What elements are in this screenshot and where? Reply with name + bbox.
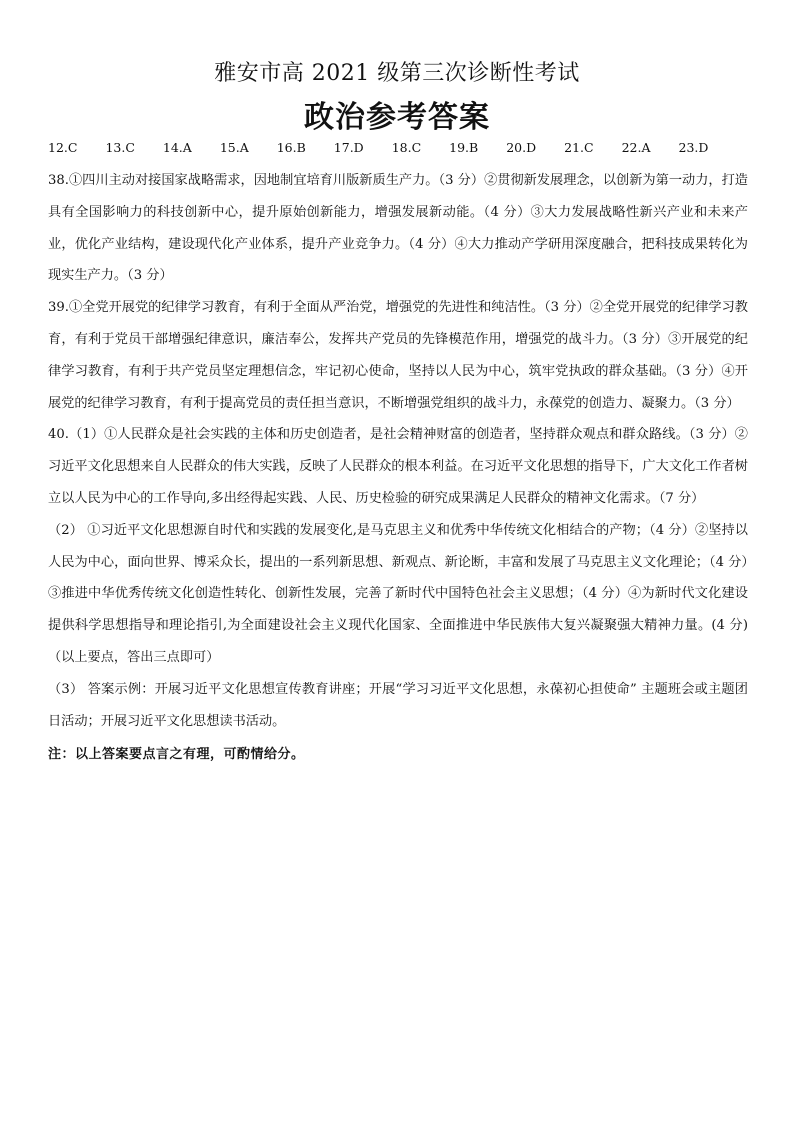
mc-answer: 21.C [564, 140, 594, 155]
mc-answer: 20.D [506, 140, 537, 155]
answer-title: 政治参考答案 [304, 100, 490, 135]
answer-q40-part3: （3） 答案示例：开展习近平文化思想宣传教育讲座；开展“学习习近平文化思想，永葆初心担使命” 主题班会或主题团日活动；开展习近平文化思想读书活动。 [48, 681, 748, 729]
mc-answer: 16.B [276, 140, 306, 155]
answer-q40-part1: 40.（1）①人民群众是社会实践的主体和历史创造者，是社会精神财富的创造者，坚持群众观点和群众路线。（3 分）②习近平文化思想来自人民群众的伟大实践，反映了人民群众的根本利益。在习近平文化思想的指导下，广大文化工作者树立以人民为中心的工作导向,多出经得起实践、人民、历史检验的研究成果满足人民群众的精神文化需求。（7 分） [48, 427, 748, 506]
answer-q40-part2: （2） ①习近平文化思想源自时代和实践的发展变化,是马克思主义和优秀中华传统文化相结合的产物；（4 分）②坚持以人民为中心，面向世界、博采众长，提出的一系列新思想、新观点、新论断，丰富和发展了马克思主义文化理论；（4 分）③推进中华优秀传统文化创造性转化、创新性发展，完善了新时代中国特色社会主义思想；（4 分）④为新时代文化建设提供科学思想指导和理论指引,为全面建设社会主义现代化国家、全面推进中华民族伟大复兴凝聚强大精神力量。(4 分)（以上要点，答出三点即可） [48, 522, 748, 665]
mc-answer: 12.C [48, 140, 78, 155]
exam-title: 雅安市高 2021 级第三次诊断性考试 [214, 61, 580, 86]
answer-q39: 39.①全党开展党的纪律学习教育，有利于全面从严治党，增强党的先进性和纯洁性。（3 分）②全党开展党的纪律学习教育，有利于党员干部增强纪律意识，廉洁奉公，发挥共产党员的先锋模范作用，增强党的战斗力。（3 分）③开展党的纪律学习教育，有利于共产党员坚定理想信念，牢记初心使命，坚持以人民为中心，筑牢党执政的群众基础。（3 分）④开展党的纪律学习教育，有利于提高党员的责任担当意识，不断增强党组织的战斗力，永葆党的创造力、凝聚力。（3 分） [48, 300, 748, 411]
mc-answer: 15.A [219, 140, 249, 155]
mc-answer: 13.C [105, 140, 135, 155]
mc-answer: 18.C [391, 140, 422, 155]
mc-answer: 14.A [162, 140, 192, 155]
mc-answer: 17.D [333, 140, 364, 155]
mc-answer: 22.A [621, 140, 651, 155]
grading-note: 注：以上答案要点言之有理，可酌情给分。 [48, 747, 305, 763]
mc-answer: 23.D [678, 140, 709, 155]
answer-q38: 38.①四川主动对接国家战略需求，因地制宜培育川版新质生产力。（3 分）②贯彻新发展理念，以创新为第一动力，打造具有全国影响力的科技创新中心，提升原始创新能力，增强发展新动能。（4 分）③大力发展战略性新兴产业和未来产业，优化产业结构，建设现代化产业体系，提升产业竞争力。（4 分）④大力推动产学研用深度融合，把科技成果转化为现实生产力。（3 分） [48, 173, 748, 284]
mc-answer: 19.B [449, 140, 479, 155]
multiple-choice-answers [48, 140, 748, 155]
answer-body [48, 165, 748, 771]
